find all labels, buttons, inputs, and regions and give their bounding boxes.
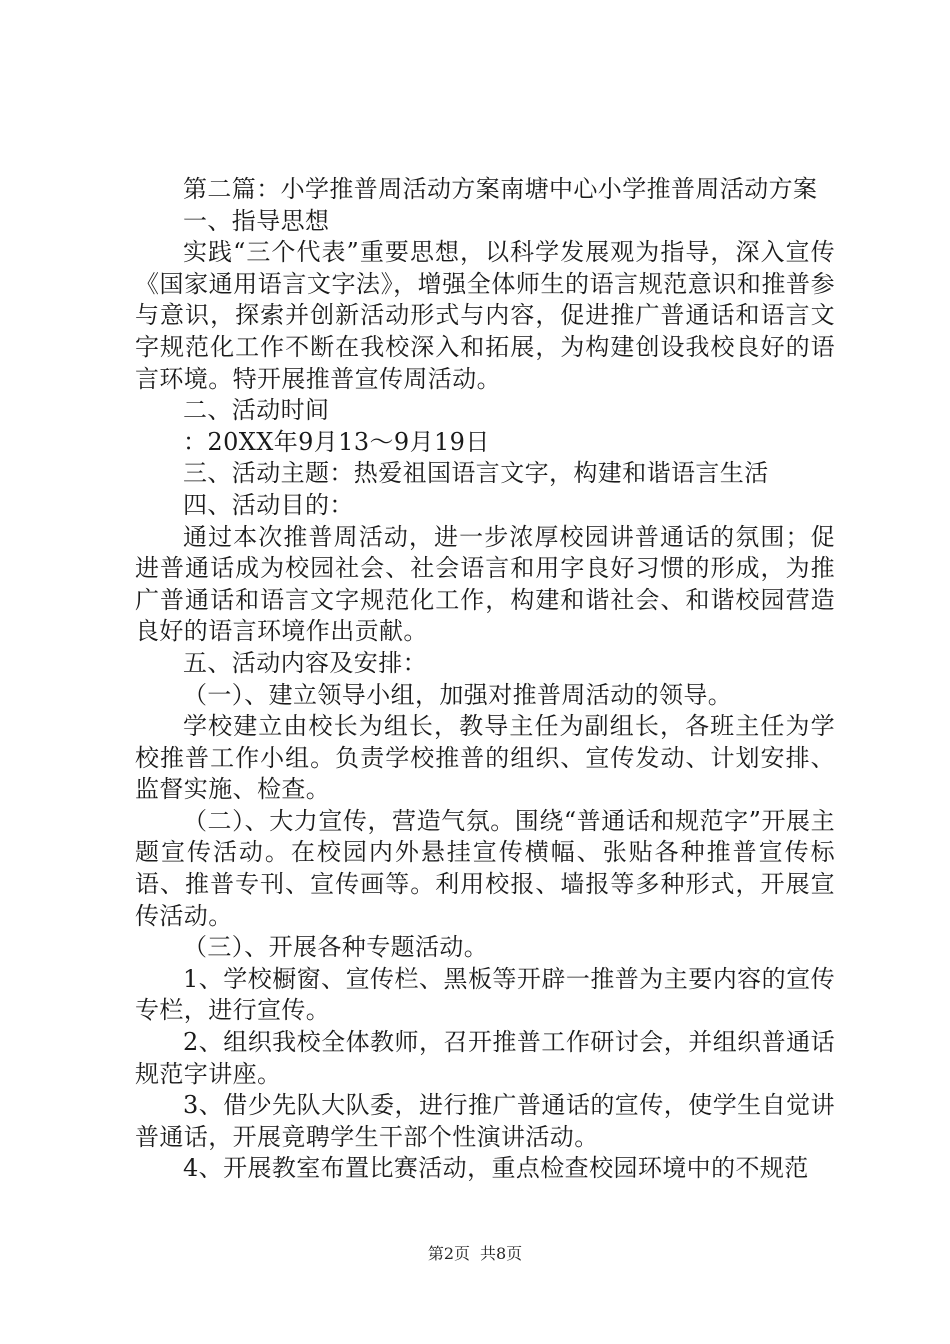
list-item: 3、借少先队大队委，进行推广普通话的宣传，使学生自觉讲普通话，开展竟聘学生干部个性演讲活动。 (135, 1091, 835, 1151)
page-total: 共8页 (480, 1244, 523, 1263)
body-paragraph: 通过本次推普周活动，进一步浓厚校园讲普通话的氛围；促进普通话成为校园社会、社会语言和用字良好习惯的形成，为推广普通话和语言文字规范化工作，构建和谐社会、和谐校园营造良好的语言环境作出贡献。 (135, 522, 835, 646)
list-item: 2、组织我校全体教师，召开推普工作研讨会，并组织普通话规范字讲座。 (135, 1028, 835, 1088)
section-heading: 一、指导思想 (183, 206, 330, 235)
list-item: 4、开展教室布置比赛活动，重点检查校园环境中的不规范 (183, 1154, 809, 1183)
section-heading: 二、活动时间 (183, 396, 330, 425)
document-body (135, 174, 835, 1185)
page-number: 第2页 (427, 1244, 470, 1263)
document-title: 第二篇：小学推普周活动方案南塘中心小学推普周活动方案 (183, 175, 818, 203)
subsection-heading: （一）、建立领导小组，加强对推普周活动的领导。 (183, 680, 733, 709)
section-heading: 三、活动主题：热爱祖国语言文字，构建和谐语言生活 (183, 459, 769, 488)
section-heading: 五、活动内容及安排： (183, 648, 427, 677)
section-heading: 四、活动目的： (183, 490, 354, 519)
body-paragraph: ：20XX年9月13～9月19日 (183, 427, 490, 456)
subsection-heading: （三）、开展各种专题活动。 (183, 933, 489, 962)
body-paragraph: 实践“三个代表”重要思想，以科学发展观为指导，深入宣传《国家通用语言文字法》，增强全体师生的语言规范意识和推普参与意识，探索并创新活动形式与内容，促进推广普通话和语言文字规范化工作不断在我校深入和拓展，为构建创设我校良好的语言环境。特开展推普宣传周活动。 (135, 238, 835, 393)
list-item: 1、学校橱窗、宣传栏、黑板等开辟一推普为主要内容的宣传专栏，进行宣传。 (135, 964, 835, 1025)
body-paragraph: （二）、大力宣传，营造气氛。围绕“普通话和规范字”开展主题宣传活动。在校园内外悬挂宣传横幅、张贴各种推普宣传标语、推普专刊、宣传画等。利用校报、墙报等多种形式，开展宣传活动。 (135, 806, 835, 930)
page-footer (0, 1244, 950, 1264)
body-paragraph: 学校建立由校长为组长，教导主任为副组长，各班主任为学校推普工作小组。负责学校推普的组织、宣传发动、计划安排、监督实施、检查。 (135, 712, 835, 804)
